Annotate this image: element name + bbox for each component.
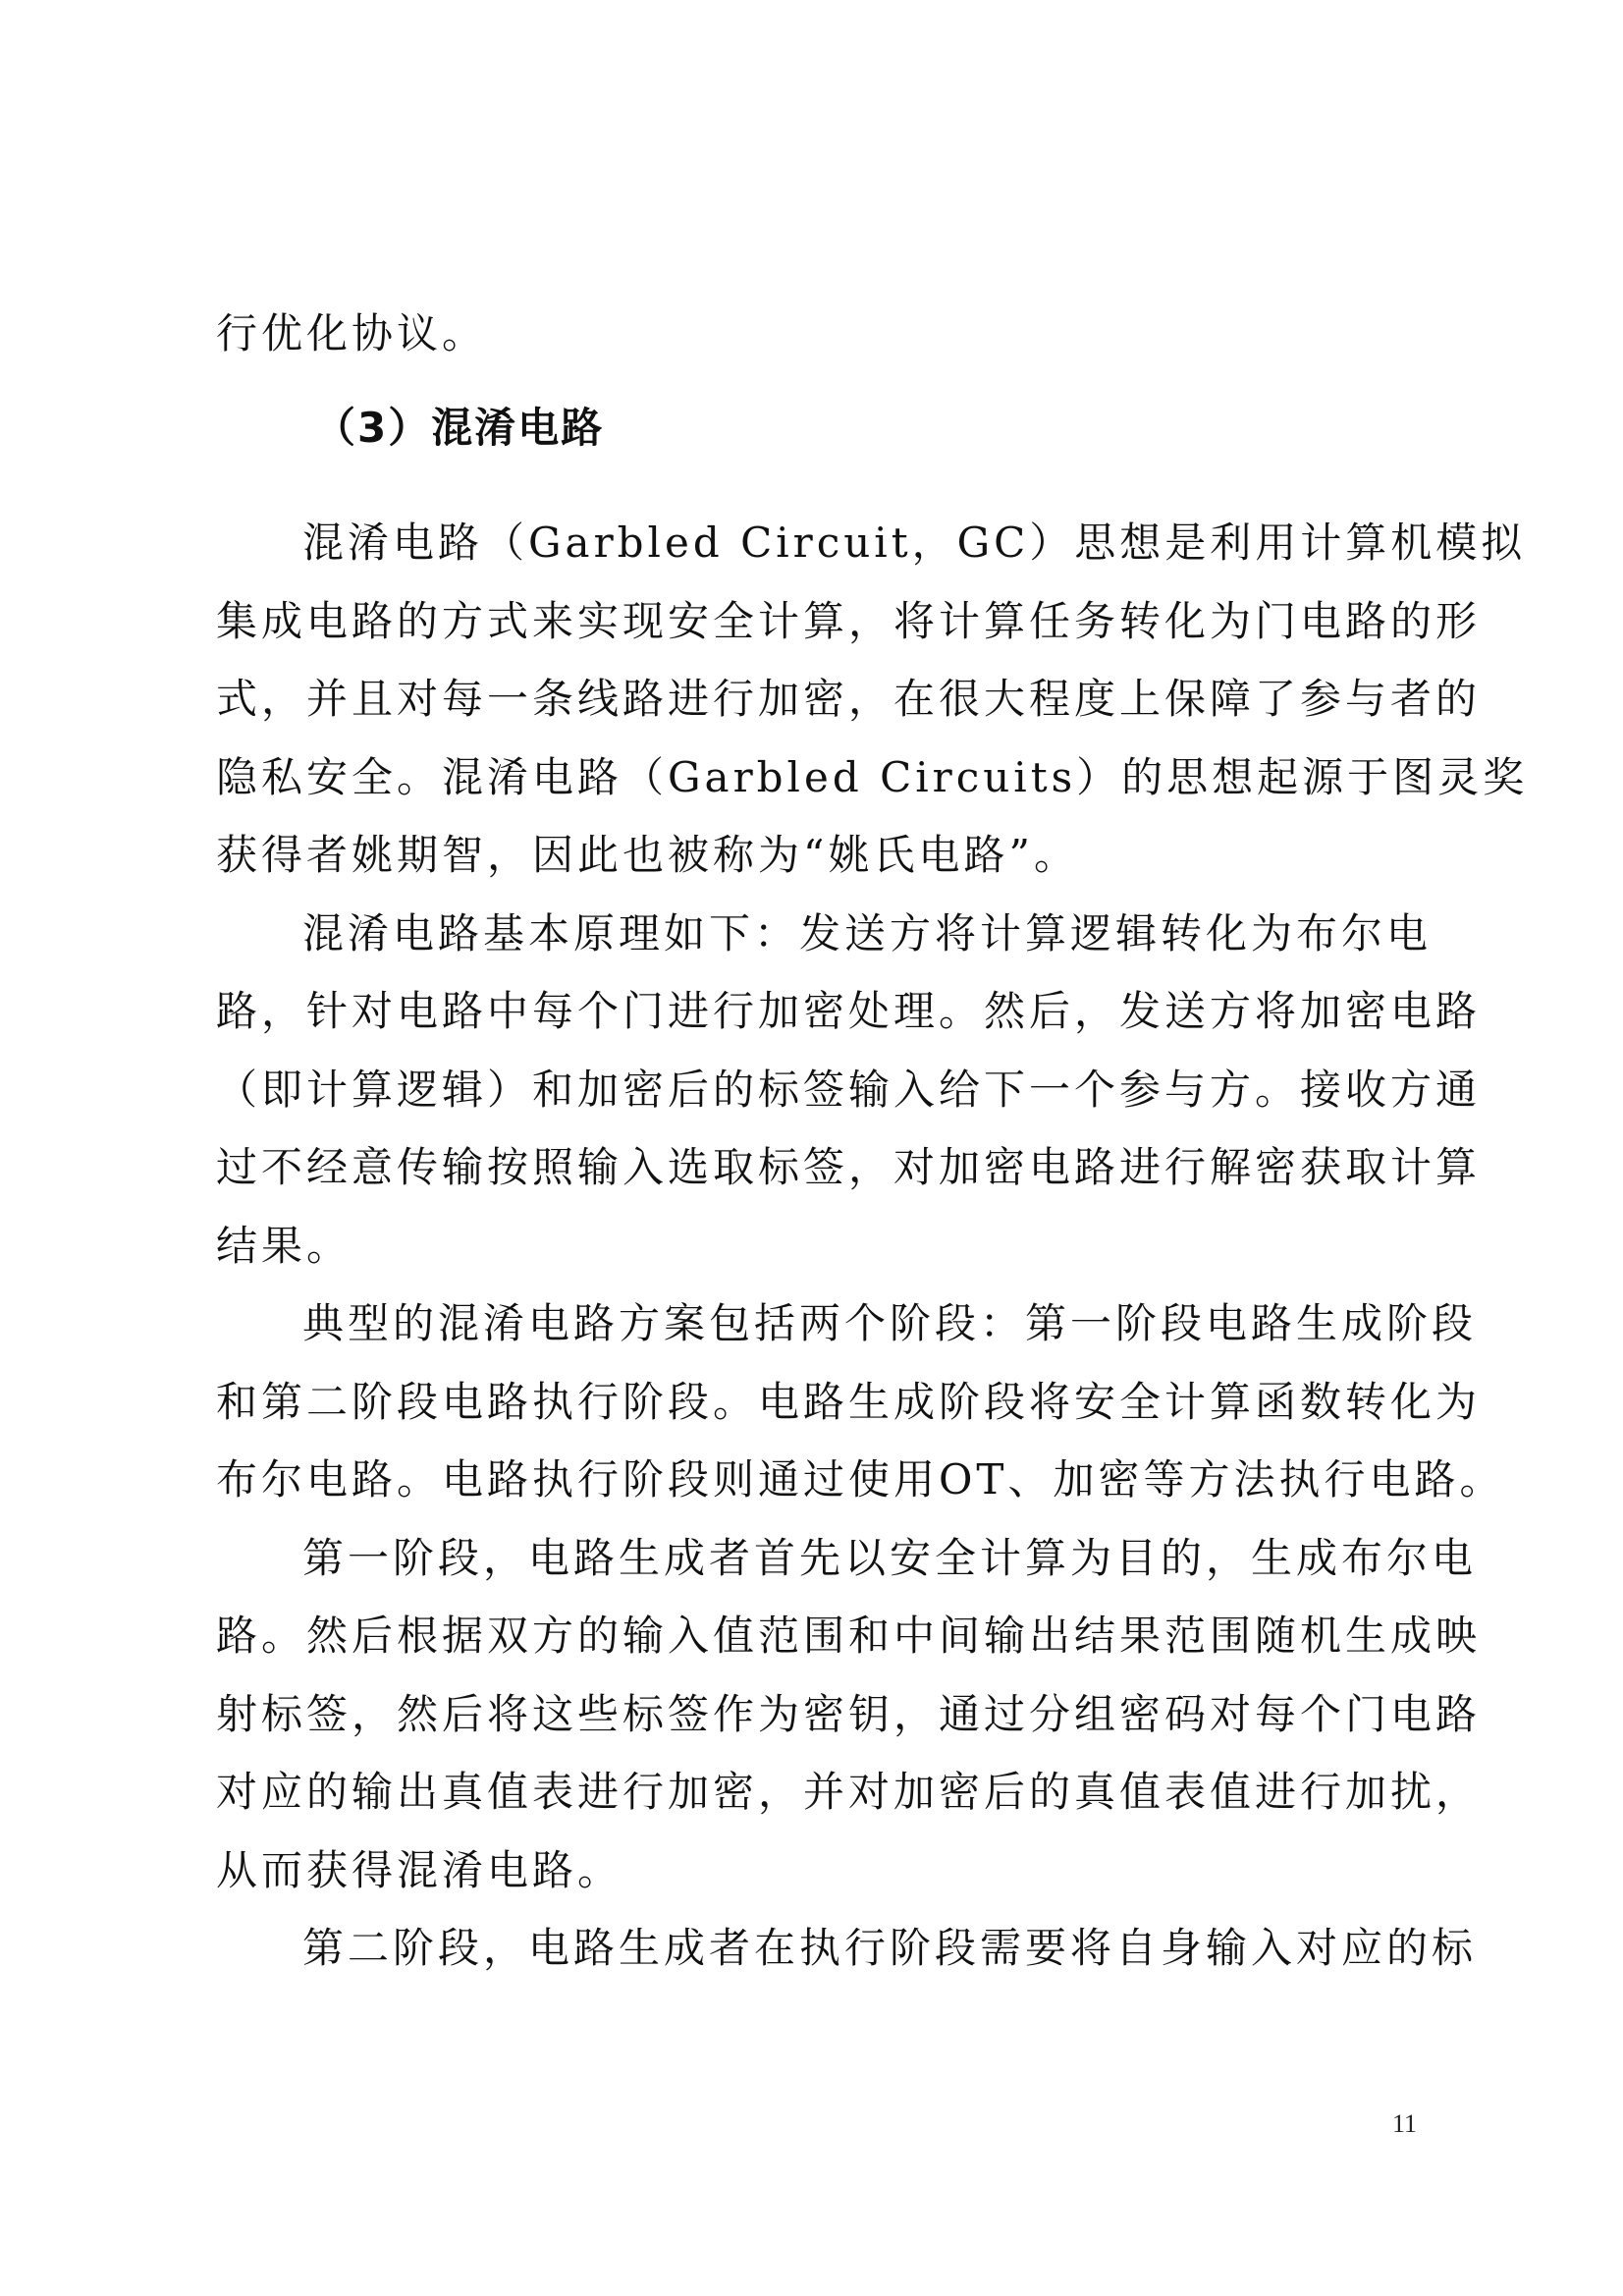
paragraph-line: 式，并且对每一条线路进行加密，在很大程度上保障了参与者的 [216,675,1482,723]
section-heading: （3）混淆电路 [314,403,605,452]
paragraph-line: 布尔电路。电路执行阶段则通过使用OT、加密等方法执行电路。 [216,1455,1505,1503]
paragraph-line: 获得者姚期智，因此也被称为“姚氏电路”。 [216,831,1079,879]
paragraph-line: 典型的混淆电路方案包括两个阶段：第一阶段电路生成阶段 [302,1299,1478,1347]
paragraph-line: 路。然后根据双方的输入值范围和中间输出结果范围随机生成映 [216,1612,1482,1660]
paragraph-line: 结果。 [216,1221,352,1270]
page-number: 11 [1392,2109,1418,2138]
paragraph-line: 对应的输出真值表进行加密，并对加密后的真值表值进行加扰， [216,1768,1482,1816]
paragraph-line: 第一阶段，电路生成者首先以安全计算为目的，生成布尔电 [302,1533,1478,1582]
body-text [216,295,1529,1988]
paragraph-line: 隐私安全。混淆电路（Garbled Circuits）的思想起源于图灵奖 [216,752,1529,801]
paragraph-line: 过不经意传输按照输入选取标签，对加密电路进行解密获取计算 [216,1143,1482,1191]
paragraph-line: 路，针对电路中每个门进行加密处理。然后，发送方将加密电路 [216,987,1482,1035]
paragraph-line: 混淆电路基本原理如下：发送方将计算逻辑转化为布尔电 [302,908,1433,957]
paragraph-line: 行优化协议。 [216,309,488,357]
paragraph-line: 集成电路的方式来实现安全计算，将计算任务转化为门电路的形 [216,596,1482,645]
paragraph-line: 和第二阶段电路执行阶段。电路生成阶段将安全计算函数转化为 [216,1377,1482,1426]
paragraph-line: 混淆电路（Garbled Circuit，GC）思想是利用计算机模拟 [302,519,1527,567]
paragraph-line: 从而获得混淆电路。 [216,1845,623,1894]
paragraph-line: 射标签，然后将这些标签作为密钥，通过分组密码对每个门电路 [216,1689,1482,1738]
paragraph-line: 第二阶段，电路生成者在执行阶段需要将自身输入对应的标 [302,1924,1478,1972]
paragraph-line: （即计算逻辑）和加密后的标签输入给下一个参与方。接收方通 [216,1065,1482,1114]
